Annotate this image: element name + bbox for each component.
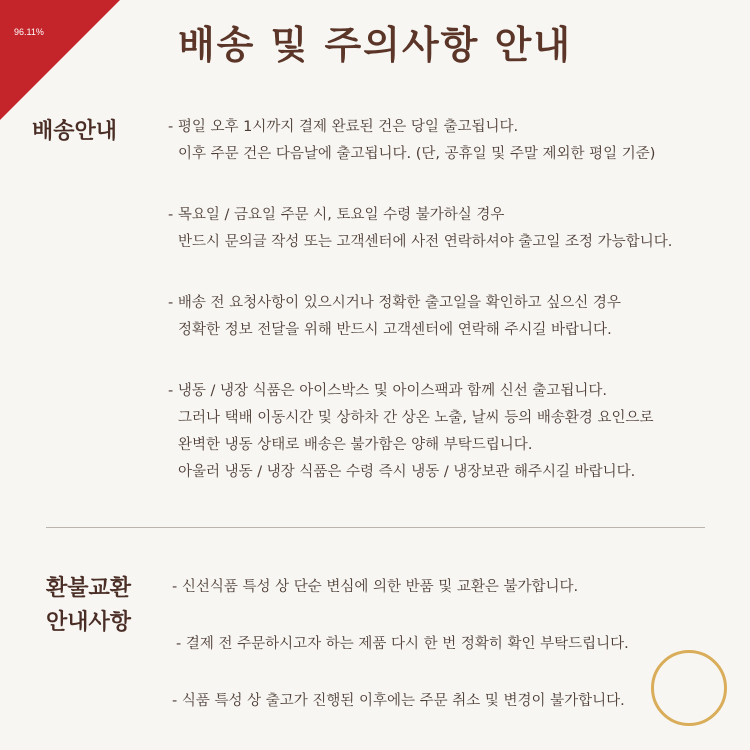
refund-item-1: - 신선식품 특성 상 단순 변심에 의한 반품 및 교환은 불가합니다. [172,579,579,595]
refund-label-line-1: 환불교환 [46,576,132,601]
refund-item-3: - 식품 특성 상 출고가 진행된 이후에는 주문 취소 및 변경이 불가합니다. [172,693,625,709]
delivery-item-4 [168,378,654,486]
delivery-item-3-line-2: 정확한 정보 전달을 위해 반드시 고객센터에 연락해 주시길 바랍니다. [178,322,612,338]
delivery-item-4-line-1: - 냉동 / 냉장 식품은 아이스박스 및 아이스팩과 함께 신선 출고됩니다. [168,383,608,399]
delivery-item-4-line-2: 그러나 택배 이동시간 및 상하차 간 상온 노출, 날씨 등의 배송환경 요인으로 [178,410,654,426]
delivery-item-3 [168,290,621,344]
section-divider [46,527,705,528]
delivery-item-1 [168,114,655,168]
refund-label-line-2: 안내사항 [46,610,132,635]
delivery-item-1-line-2: 이후 주문 건은 다음날에 출고됩니다. (단, 공휴일 및 주말 제외한 평일 기준) [178,146,656,162]
refund-section-label [46,572,131,640]
delivery-item-2-line-1: - 목요일 / 금요일 주문 시, 토요일 수령 불가하실 경우 [168,207,505,223]
delivery-item-2 [168,202,672,256]
delivery-item-4-line-3: 완벽한 냉동 상태로 배송은 불가함은 양해 부탁드립니다. [178,437,533,453]
delivery-item-4-line-4: 아울러 냉동 / 냉장 식품은 수령 즉시 냉동 / 냉장보관 해주시길 바랍니다. [178,464,636,480]
delivery-item-1-line-1: - 평일 오후 1시까지 결제 완료된 건은 당일 출고됩니다. [168,119,519,135]
page-title: 배송 및 주의사항 안내 [177,22,573,67]
decorative-circle-icon [651,650,727,726]
delivery-item-2-line-2: 반드시 문의글 작성 또는 고객센터에 사전 연락하셔야 출고일 조정 가능합니다. [178,234,673,250]
corner-badge-text: 96.11% [14,27,44,37]
delivery-section-label: 배송안내 [32,119,118,144]
delivery-item-3-line-1: - 배송 전 요청사항이 있으시거나 정확한 출고일을 확인하고 싶으신 경우 [168,295,621,311]
refund-item-2: - 결제 전 주문하시고자 하는 제품 다시 한 번 정확히 확인 부탁드립니다. [176,636,629,652]
